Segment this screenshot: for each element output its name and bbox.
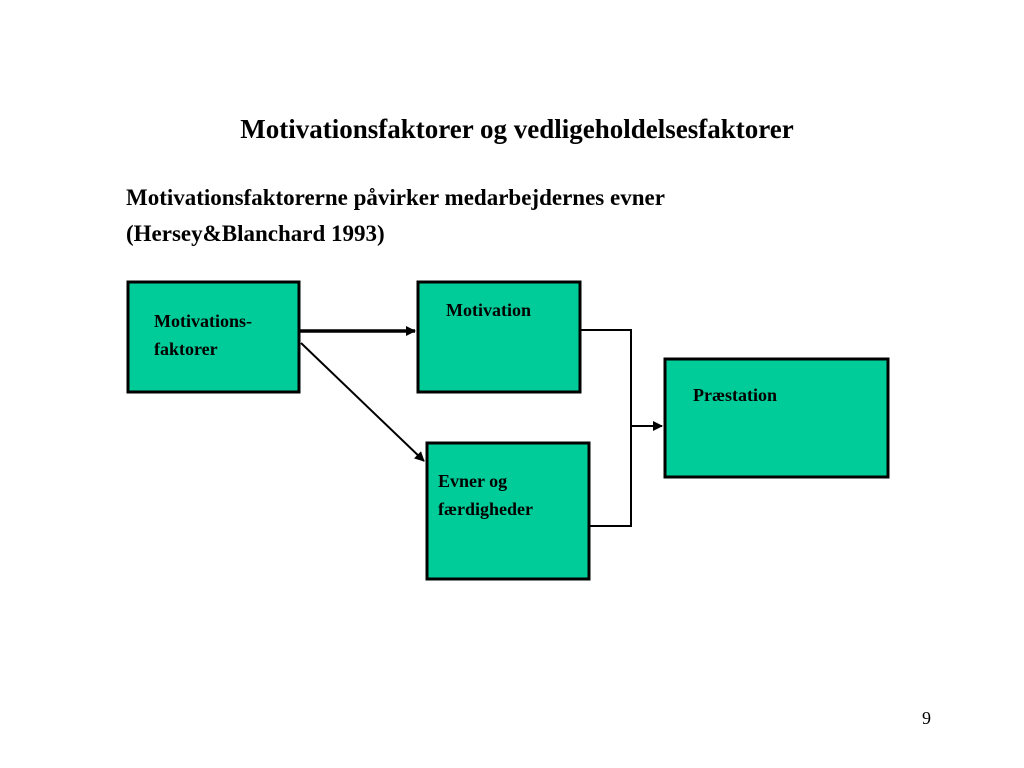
motivationsfaktorer-label bbox=[154, 307, 294, 363]
praestation-box bbox=[665, 359, 888, 477]
slide-title: Motivationsfaktorer og vedligeholdelsesfaktorer bbox=[240, 114, 794, 144]
evner-label-line-2: færdigheder bbox=[438, 499, 533, 519]
slide-subtitle-line-2: (Hersey&Blanchard 1993) bbox=[126, 221, 385, 246]
praestation-label: Præstation bbox=[693, 385, 777, 405]
slide-subtitle-line-1: Motivationsfaktorerne påvirker medarbejdernes evner bbox=[126, 185, 665, 210]
motivation-label: Motivation bbox=[446, 300, 531, 320]
arrow-motivationsfaktorer-to-evner bbox=[301, 343, 424, 461]
motivationsfaktorer-label-line-2: faktorer bbox=[154, 339, 218, 359]
evner-label bbox=[438, 467, 588, 523]
evner-label-line-1: Evner og bbox=[438, 471, 508, 491]
page-number: 9 bbox=[922, 708, 931, 728]
motivationsfaktorer-label-line-1: Motivations- bbox=[154, 311, 252, 331]
